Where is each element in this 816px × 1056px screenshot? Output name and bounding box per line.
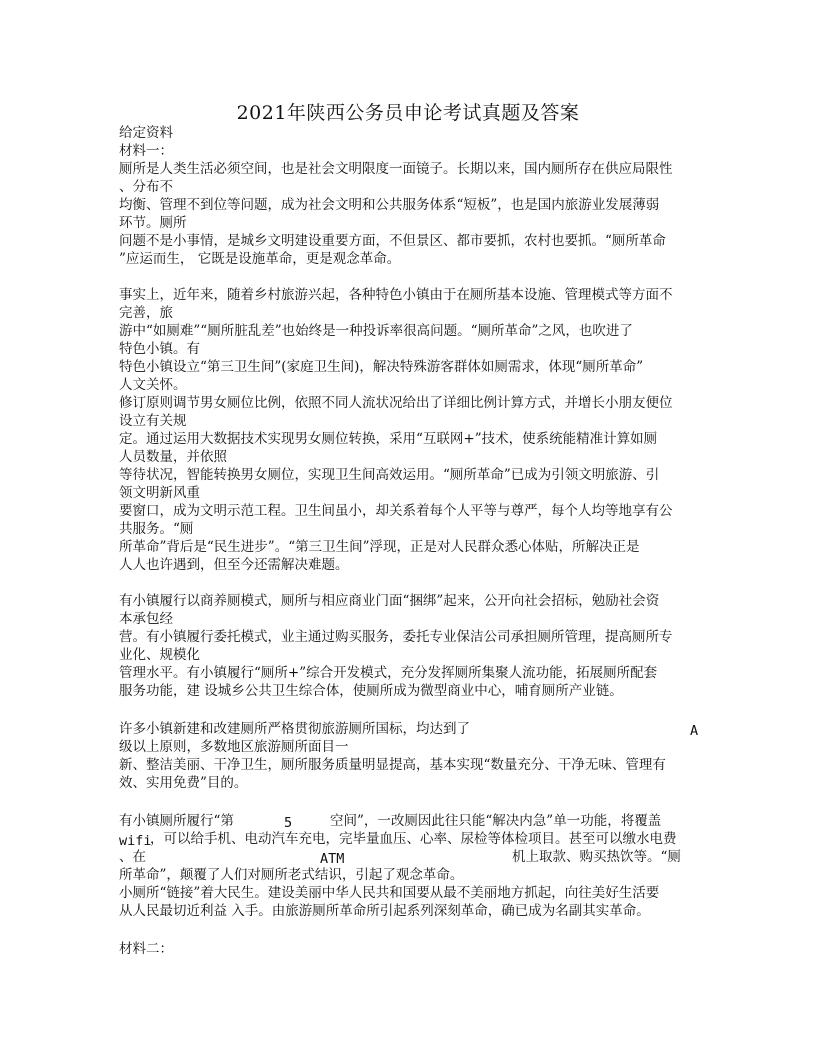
text-line: 等待状况，智能转换男女厕位，实现卫生间高效运用。“厕所革命”已成为引领文明旅游、引 <box>119 467 660 483</box>
text-line: 有小镇厕所履行“第 <box>119 813 234 829</box>
text-line: 环节。厕所 <box>119 215 187 231</box>
text-line: 均衡、管理不到位等问题，成为社会文明和公共服务体系“短板”，也是国内旅游业发展薄弱 <box>119 197 660 213</box>
text-line: 设立有关规 <box>119 413 187 429</box>
text-line: 营。有小镇履行委托模式，业主通过购买服务，委托专业保洁公司承担厕所管理，提高厕所专 <box>119 629 673 645</box>
text-line: 业化、规模化 <box>119 647 200 663</box>
text-line: 领文明新风重 <box>119 485 200 501</box>
text-line: 许多小镇新建和改建厕所严格贯彻旅游厕所国标，均达到了 <box>119 721 470 737</box>
text-line: ”应运而生， 它既是设施革命，更是观念革命。 <box>119 251 401 267</box>
text-line: ，可以给手机、电动汽车充电，完毕量血压、心率、尿检等体检项目。甚至可以缴水电费 <box>150 831 677 847</box>
material-heading: 材料二： <box>119 941 173 957</box>
text-line: 所革命”，颠覆了人们对厕所老式结识，引起了观念革命。 <box>119 867 464 883</box>
text-line: 共服务。“厕 <box>119 521 194 537</box>
text-line: 空间”，一改厕因此往只能“解决内急”单一功能，将覆盖 <box>330 813 662 829</box>
text-line: 人员数量，并依照 <box>119 449 227 465</box>
text-line: 有小镇履行以商养厕模式，厕所与相应商业门面“捆绑”起来，公开向社会招标，勉励社会资 <box>119 593 660 609</box>
text-line: 服务功能，建 设城乡公共卫生综合体，使厕所成为微型商业中心，哺育厕所产业链。 <box>119 683 623 699</box>
text-line: 小厕所“链接”着大民生。建设美丽中华人民共和国要从最不美丽地方抓起，向往美好生活要 <box>119 885 660 901</box>
inline-term: ATM <box>320 851 345 867</box>
text-line: 效、实用免费”目的。 <box>119 775 248 791</box>
text-line: 、分布不 <box>119 179 173 195</box>
text-line: 新、整洁美丽、干净卫生，厕所服务质量明显提高，基本实现“数量充分、干净无味、管理有 <box>119 757 666 773</box>
text-line: 所革命”背后是“民生进步”。“第三卫生间”浮现，正是对人民群众悉心体贴，所解决正是 <box>119 539 640 555</box>
text-line: 本承包经 <box>119 611 173 627</box>
text-line: 定。通过运用大数据技术实现男女厕位转换，采用“互联网+”技术，使系统能精准计算如厕 <box>119 431 658 447</box>
text-line: 人文关怀。 <box>119 377 187 393</box>
inline-term: wifi <box>119 833 152 849</box>
text-line: 机上取款、购买热饮等。“厕 <box>512 849 681 865</box>
text-line: 特色小镇设立“第三卫生间”(家庭卫生间)，解决特殊游客群体如厕需求，体现“厕所革命” <box>119 359 644 375</box>
page-title: 2021年陕西公务员申论考试真题及答案 <box>236 102 580 124</box>
text-line: 、在 <box>119 849 146 865</box>
text-line: 完善，旅 <box>119 305 173 321</box>
text-line: 修订原则调节男女厕位比例，依照不同人流状况给出了详细比例计算方式，并增长小朋友便位 <box>119 395 673 411</box>
text-line: 管理水平。有小镇履行“厕所+”综合开发模式，充分发挥厕所集聚人流功能，拓展厕所配套 <box>119 665 658 681</box>
text-line: 问题不是小事情，是城乡文明建设重要方面，不但景区、都市要抓，农村也要抓。“厕所革命 <box>119 233 666 249</box>
text-line: 要窗口，成为文明示范工程。卫生间虽小，却关系着每个人平等与尊严，每个人均等地享有公 <box>119 503 673 519</box>
text-line: 从人民最切近利益 入手。由旅游厕所革命所引起系列深刻革命，确已成为名副其实革命。 <box>119 903 650 919</box>
inline-number: 5 <box>284 815 293 831</box>
material-heading: 材料一： <box>119 143 173 159</box>
text-line: 级以上原则，多数地区旅游厕所面目一 <box>119 739 349 755</box>
section-heading: 给定资料 <box>119 125 173 141</box>
text-line: 人人也许遇到，但至今还需解决难题。 <box>119 557 349 573</box>
text-line: 特色小镇。有 <box>119 341 200 357</box>
grade-letter: A <box>690 723 699 739</box>
text-line: 游中“如厕难”“厕所脏乱差”也始终是一种投诉率很高问题。“厕所革命”之风，也吹进了 <box>119 323 633 339</box>
text-line: 事实上，近年来，随着乡村旅游兴起，各种特色小镇由于在厕所基本设施、管理模式等方面不 <box>119 287 673 303</box>
text-line: 厕所是人类生活必须空间，也是社会文明限度一面镜子。长期以来，国内厕所存在供应局限性 <box>119 161 673 177</box>
